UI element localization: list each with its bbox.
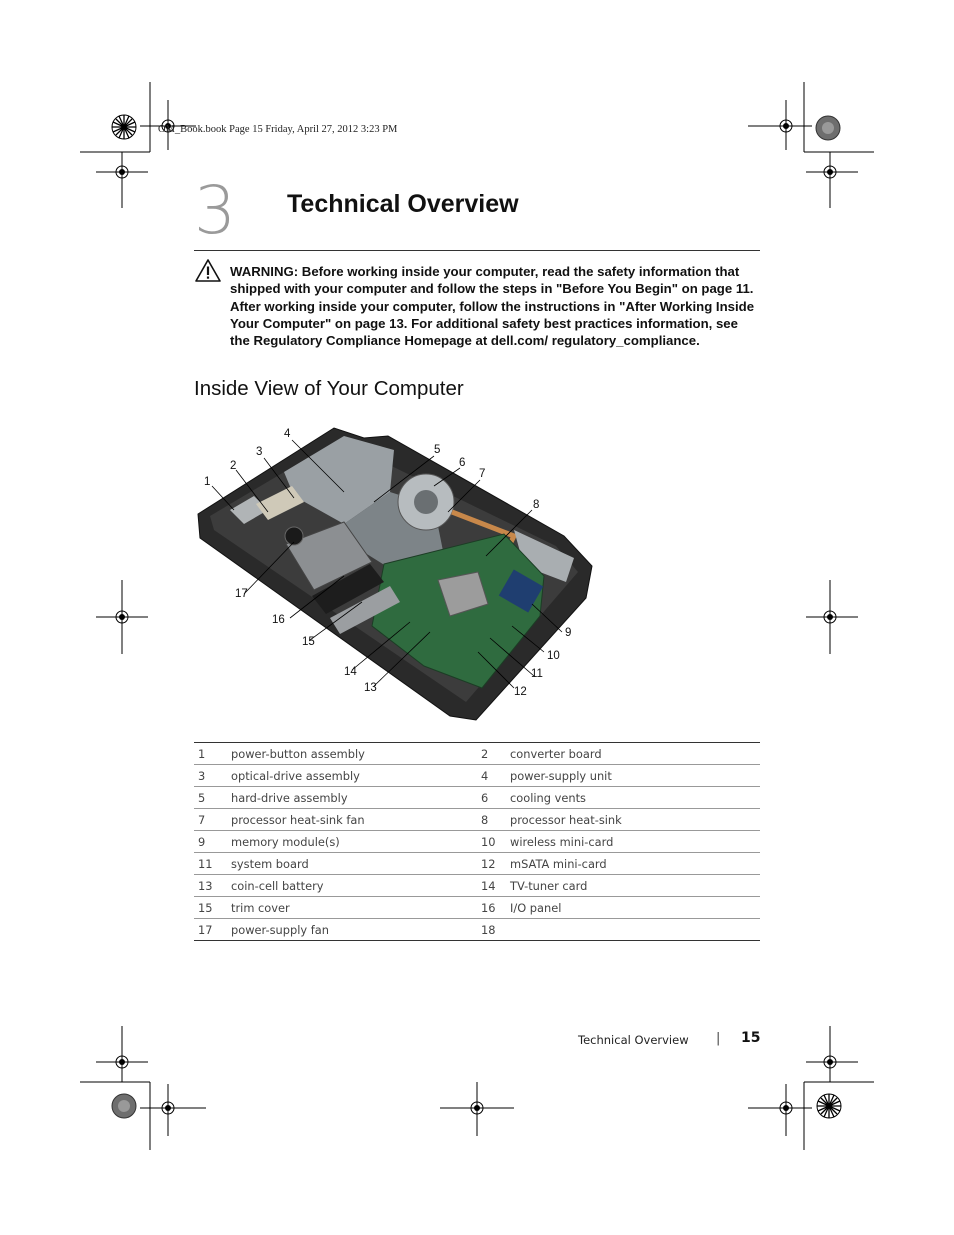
part-number: 3 — [194, 765, 231, 787]
part-description: TV-tuner card — [510, 875, 760, 897]
part-number: 18 — [481, 919, 510, 941]
part-number: 11 — [194, 853, 231, 875]
part-number: 5 — [194, 787, 231, 809]
callout-8: 8 — [533, 499, 540, 511]
callout-4: 4 — [284, 428, 291, 440]
warning-text: WARNING: Before working inside your computer, read the safety information that shipped with your computer and follow the steps in "Before You Begin" on page 11. After working inside your computer, follow the instructions in "After Working Inside Your Computer" on page 13. For additional safety best practices information, see the Regulatory Compliance Homepage at dell.com/ regulatory_compliance. — [230, 264, 755, 349]
part-description: coin-cell battery — [231, 875, 481, 897]
part-description: processor heat-sink — [510, 809, 760, 831]
part-number: 2 — [481, 743, 510, 765]
page-number: 15 — [741, 1030, 761, 1046]
callout-3: 3 — [256, 446, 263, 458]
footer-chapter-title: Technical Overview — [578, 1033, 689, 1047]
part-number: 10 — [481, 831, 510, 853]
part-number: 13 — [194, 875, 231, 897]
print-slug: OM_Book.book Page 15 Friday, April 27, 2012 3:23 PM — [158, 124, 398, 135]
part-number: 1 — [194, 743, 231, 765]
chapter-number: 3 — [194, 172, 236, 249]
part-description: optical-drive assembly — [231, 765, 481, 787]
part-number: 14 — [481, 875, 510, 897]
table-row — [194, 787, 760, 809]
section-title: Inside View of Your Computer — [194, 377, 464, 400]
part-description: system board — [231, 853, 481, 875]
callout-15: 15 — [302, 636, 315, 648]
part-description: mSATA mini-card — [510, 853, 760, 875]
part-number: 8 — [481, 809, 510, 831]
part-number: 9 — [194, 831, 231, 853]
callout-1: 1 — [204, 476, 211, 488]
callout-16: 16 — [272, 614, 285, 626]
part-number: 15 — [194, 897, 231, 919]
part-description: power-supply fan — [231, 919, 481, 941]
table-row — [194, 765, 760, 787]
callout-17: 17 — [235, 588, 248, 600]
callout-13: 13 — [364, 682, 377, 694]
part-number: 17 — [194, 919, 231, 941]
part-description: processor heat-sink fan — [231, 809, 481, 831]
part-description: cooling vents — [510, 787, 760, 809]
part-description: trim cover — [231, 897, 481, 919]
callout-9: 9 — [565, 627, 572, 639]
footer-separator: | — [716, 1031, 721, 1046]
part-description: converter board — [510, 743, 760, 765]
part-number: 12 — [481, 853, 510, 875]
table-row — [194, 853, 760, 875]
part-number: 7 — [194, 809, 231, 831]
part-description: wireless mini-card — [510, 831, 760, 853]
callout-14: 14 — [344, 666, 357, 678]
callout-7: 7 — [479, 468, 486, 480]
part-description: power-supply unit — [510, 765, 760, 787]
parts-table — [194, 742, 760, 941]
chapter-title: Technical Overview — [287, 190, 519, 218]
table-row — [194, 809, 760, 831]
callout-2: 2 — [230, 460, 237, 472]
part-description: hard-drive assembly — [231, 787, 481, 809]
callout-5: 5 — [434, 444, 441, 456]
part-number: 16 — [481, 897, 510, 919]
warning-triangle-icon — [194, 258, 222, 284]
part-number: 4 — [481, 765, 510, 787]
table-row — [194, 831, 760, 853]
part-number: 6 — [481, 787, 510, 809]
table-row — [194, 743, 760, 765]
chapter-rule — [194, 250, 760, 251]
part-description: memory module(s) — [231, 831, 481, 853]
callout-6: 6 — [459, 457, 466, 469]
callout-10: 10 — [547, 650, 560, 662]
part-description — [510, 919, 760, 941]
table-row — [194, 897, 760, 919]
part-description: power-button assembly — [231, 743, 481, 765]
part-description: I/O panel — [510, 897, 760, 919]
inside-view-figure — [194, 426, 598, 722]
table-row — [194, 919, 760, 941]
callout-12: 12 — [514, 686, 527, 698]
table-row — [194, 875, 760, 897]
callout-11: 11 — [531, 668, 543, 680]
